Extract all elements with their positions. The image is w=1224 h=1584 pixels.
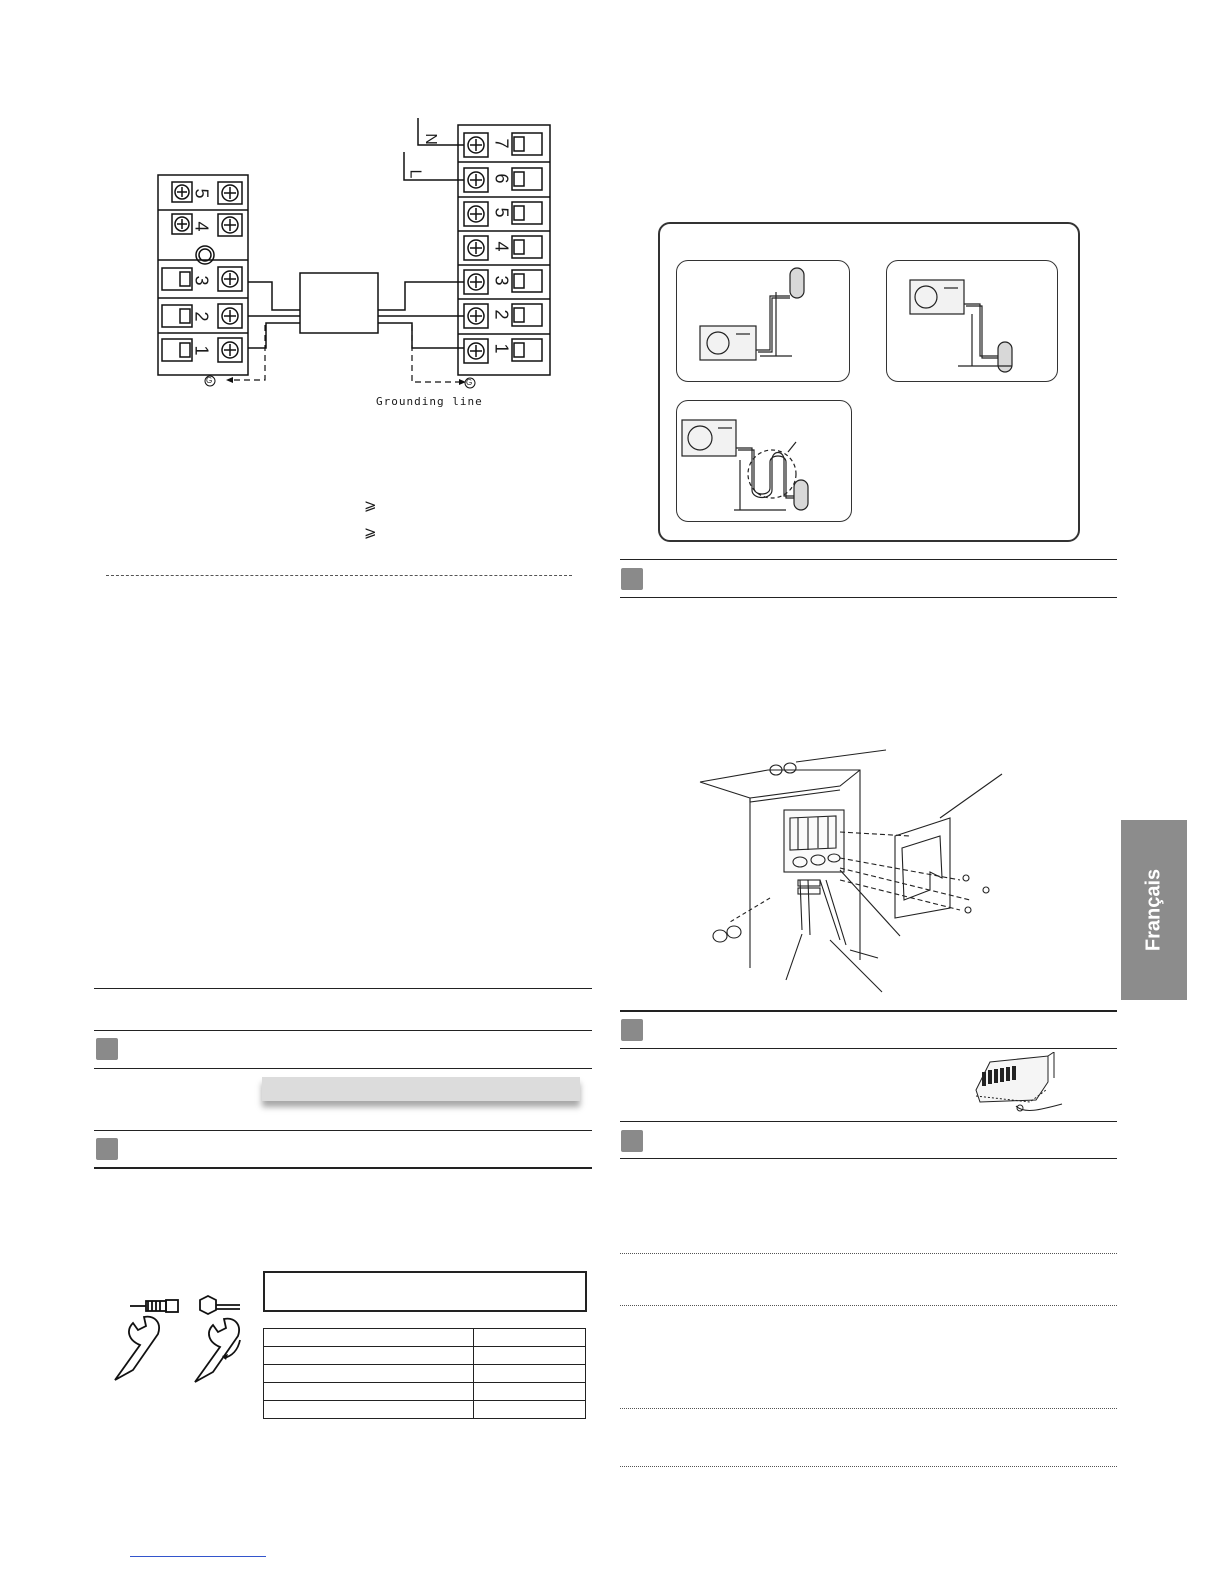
geq-symbol: ⩾ xyxy=(364,523,377,541)
section-rule xyxy=(620,1121,1117,1122)
step-number-box xyxy=(621,1130,643,1152)
step-number-box xyxy=(621,568,643,590)
drain-hose-illustration xyxy=(970,1052,1080,1122)
ground-symbol-right: G xyxy=(466,378,473,387)
terminal-label: 3 xyxy=(191,275,212,286)
neutral-label: N xyxy=(421,133,439,145)
grounding-line-label: Grounding line xyxy=(376,395,483,408)
section-rule xyxy=(620,1048,1117,1049)
table-row xyxy=(264,1383,586,1401)
step-number-box xyxy=(621,1019,643,1041)
section-rule xyxy=(94,1167,592,1169)
torque-table xyxy=(263,1328,586,1419)
language-tab[interactable] xyxy=(1121,820,1187,1000)
section-rule xyxy=(620,559,1117,560)
terminal-label: 2 xyxy=(491,309,512,320)
section-rule xyxy=(620,1158,1117,1159)
section-divider xyxy=(106,575,572,576)
section-rule xyxy=(94,1030,592,1031)
section-rule xyxy=(620,597,1117,598)
footer-link-line xyxy=(130,1556,266,1557)
terminal-label: 4 xyxy=(491,241,512,252)
section-rule xyxy=(94,988,592,989)
section-rule xyxy=(94,1130,592,1131)
table-row xyxy=(264,1401,586,1419)
step-number-box xyxy=(96,1138,118,1160)
live-label: L xyxy=(406,169,424,179)
terminal-label: 4 xyxy=(191,221,212,232)
outdoor-unit-icon xyxy=(886,260,1056,380)
terminal-label: 6 xyxy=(491,173,512,184)
highlight-bar xyxy=(262,1077,580,1101)
wrench-icon xyxy=(100,1290,260,1390)
terminal-label: 1 xyxy=(191,345,212,356)
section-rule xyxy=(94,1068,592,1069)
step-number-box xyxy=(96,1038,118,1060)
outdoor-unit-icon xyxy=(676,400,850,520)
terminal-label: 3 xyxy=(491,275,512,286)
dotted-divider xyxy=(620,1408,1117,1409)
table-row xyxy=(264,1365,586,1383)
terminal-label: 1 xyxy=(491,343,512,354)
table-row xyxy=(264,1329,586,1347)
geq-symbol: ⩾ xyxy=(364,496,377,514)
dotted-divider xyxy=(620,1466,1117,1467)
terminal-label: 2 xyxy=(191,311,212,322)
terminal-label: 7 xyxy=(491,138,512,149)
terminal-label: 5 xyxy=(491,207,512,218)
language-tab-label: Français xyxy=(1142,868,1165,952)
electrical-box-diagram xyxy=(690,740,1020,1000)
ground-symbol-left: G xyxy=(206,376,213,385)
outdoor-unit-icon xyxy=(676,260,848,380)
wiring-diagram xyxy=(150,110,560,410)
dotted-divider xyxy=(620,1253,1117,1254)
terminal-label: 5 xyxy=(191,188,212,199)
dotted-divider xyxy=(620,1305,1117,1306)
note-box xyxy=(263,1271,587,1312)
table-row xyxy=(264,1347,586,1365)
section-rule xyxy=(620,1010,1117,1012)
